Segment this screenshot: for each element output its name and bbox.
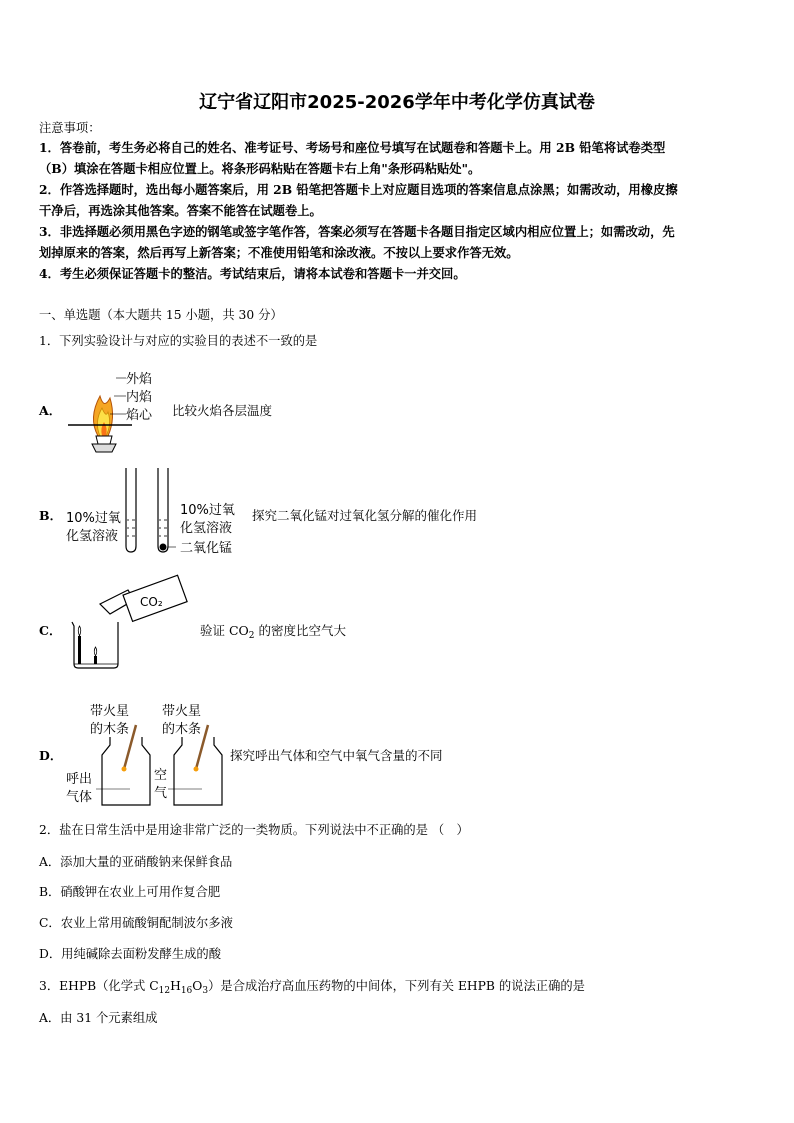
question-2-option-b: B．硝酸钾在农业上可用作复合肥: [39, 885, 221, 899]
option-b-label: B．: [39, 508, 63, 523]
co2-beaker-figure: [64, 572, 194, 672]
label-mno2: 二氧化锰: [180, 541, 233, 556]
label-h2o2-right-2: 化氢溶液: [180, 521, 233, 536]
candle-flame-figure: [64, 368, 164, 456]
question-3-stem: 3．EHPB（化学式 $C_{12}H_{16}O_3$）是合成治疗高血压药物的中间体，下列有关 EHPB 的说法正确的是: [39, 979, 585, 996]
gas-bottles-figure: [62, 697, 232, 809]
label-outer-flame: 外焰: [126, 372, 153, 387]
label-air-1: 空: [154, 768, 168, 783]
note-line: （B）填涂在答题卡相应位置上。将条形码粘贴在答题卡右上角"条形码粘贴处"。: [39, 161, 481, 176]
option-c-text: 验证 $CO_2$ 的密度比空气大: [200, 623, 347, 641]
label-inner-flame: 内焰: [126, 390, 153, 405]
question-1-stem: 1．下列实验设计与对应的实验目的表述不一致的是: [39, 334, 318, 348]
question-2-stem: 2．盐在日常生活中是用途非常广泛的一类物质。下列说法中不正确的是 （ ）: [39, 823, 469, 837]
option-a-label: A．: [39, 403, 62, 418]
label-exhaled-1: 呼出: [66, 772, 93, 787]
label-glowing-splint-2: 的木条: [90, 722, 130, 737]
label-co2: CO₂: [140, 595, 163, 609]
note-line: 干净后，再选涂其他答案。答案不能答在试题卷上。: [39, 203, 322, 218]
label-h2o2-left-2: 化氢溶液: [66, 529, 119, 544]
label-h2o2-left-1: 10%过氧: [66, 511, 121, 526]
label-glowing-splint-3: 带火星: [162, 704, 202, 719]
label-exhaled-2: 气体: [66, 790, 93, 805]
question-2-option-c: C．农业上常用硫酸铜配制波尔多液: [39, 916, 233, 930]
label-glowing-splint-1: 带火星: [90, 704, 130, 719]
notes-heading: 注意事项：: [39, 121, 101, 135]
page-title: 辽宁省辽阳市2025-2026学年中考化学仿真试卷: [199, 92, 595, 113]
label-h2o2-right-1: 10%过氧: [180, 503, 235, 518]
note-line: 划掉原来的答案，然后再写上新答案；不准使用铅笔和涂改液。不按以上要求作答无效。: [39, 245, 519, 260]
test-tubes-figure: [62, 466, 252, 558]
question-2-option-a: A．添加大量的亚硝酸钠来保鲜食品: [39, 855, 233, 869]
option-d-text: 探究呼出气体和空气中氧气含量的不同: [230, 748, 443, 763]
option-b-text: 探究二氧化锰对过氧化氢分解的催化作用: [252, 508, 478, 523]
note-line: 3．非选择题必须用黑色字迹的钢笔或签字笔作答，答案必须写在答题卡各题目指定区域内相应位置上；如需改动，先: [39, 224, 675, 239]
label-air-2: 气: [154, 786, 168, 801]
option-c-label: C．: [39, 623, 62, 638]
question-2-option-d: D．用纯碱除去面粉发酵生成的酸: [39, 947, 222, 961]
note-line: 1．答卷前，考生务必将自己的姓名、准考证号、考场号和座位号填写在试题卷和答题卡上。用 2B 铅笔将试卷类型: [39, 140, 666, 155]
label-glowing-splint-4: 的木条: [162, 722, 202, 737]
option-a-text: 比较火焰各层温度: [172, 403, 273, 418]
note-line: 4．考生必须保证答题卡的整洁。考试结束后，请将本试卷和答题卡一并交回。: [39, 266, 466, 281]
label-flame-core: 焰心: [126, 408, 153, 423]
option-d-label: D．: [39, 748, 63, 763]
section-heading: 一、单选题（本大题共 15 小题，共 30 分）: [39, 308, 283, 322]
note-line: 2．作答选择题时，选出每小题答案后，用 2B 铅笔把答题卡上对应题目选项的答案信息点涂黑；如需改动，用橡皮擦: [39, 182, 678, 197]
question-3-option-a: A．由 31 个元素组成: [39, 1011, 158, 1025]
